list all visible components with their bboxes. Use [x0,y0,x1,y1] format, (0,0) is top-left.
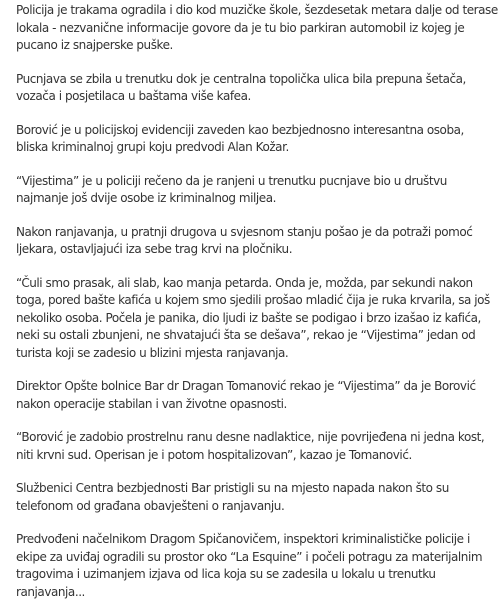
paragraph-shooting-crowd: Pucnjava se zbila u trenutku dok je centralna topolička ulica bila prepuna šetača, vozača i posjetilaca u baštama više kafea. [16,71,466,103]
paragraph-injury-quote: “Borović je zadobio prostrelnu ranu desne nadlaktice, nije povrijeđena ni jedna kost, niti krvni sud. Operisan je i potom hospitalizovan”, kazao je Tomanović. [16,430,485,462]
paragraph-after-wounding: Nakon ranjavanja, u pratnji drugova u svjesnom stanju pošao je da potraži pomoć ljekara, ostavljajući iza sebe trag krvi na pločniku. [16,224,473,256]
paragraph-hospital-director: Direktor Opšte bolnice Bar dr Dragan Tomanović rekao je “Vijestima” da je Borović nakon operacije stabilan i van životne opasnosti. [16,379,476,411]
paragraph-investigation: Predvođeni načelnikom Dragom Spičanovičem, inspektori kriminalističke policije i ekipe za uviđaj ogradili su prostor oko “La Esquine” i počeli potragu za materijalnim tragovima i uzimanjem izjava od lica koja su se zadesila u lokalu u trenutku ranjavanja... [16,532,483,599]
article-body [16,2,498,601]
paragraph-police-tape: Policija je trakama ogradila i dio kod muzičke škole, šezdesetak metara dalje od terase lokala - nezvanične informacije govore da je tu bio parkiran automobil iz kojeg je pucano iz snajperske puške. [16,3,498,52]
paragraph-security-center: Službenici Centra bezbjednosti Bar pristigli su na mjesto napada nakon što su telefonom od građana obavješteni o ranjavanju. [16,481,449,513]
paragraph-witness-quote: “Čuli smo prasak, ali slab, kao manja petarda. Onda je, možda, par sekundi nakon toga, pored bašte kafića u kojem smo sjedili prošao mladić čija je ruka krvarila, sa još nekoliko osoba. Počela je panika, dio ljudi iz bašte se podigao i brzo izašao iz kafića, neki su ostali zbunjeni, ne shvatajući šta se dešava”, rekao je “Vijestima” jedan od turista koji se zadesio u blizini mjesta ranjavanja. [16,275,490,360]
paragraph-police-record: Borović je u policijskoj evidenciji zaveden kao bezbjednosno interesantna osoba, bliska kriminalnoj grupi koju predvodi Alan Kožar. [16,122,464,154]
paragraph-company: “Vijestima” je u policiji rečeno da je ranjeni u trenutku pucnjave bio u društvu najmanje još dvije osobe iz kriminalnog miljea. [16,173,447,205]
